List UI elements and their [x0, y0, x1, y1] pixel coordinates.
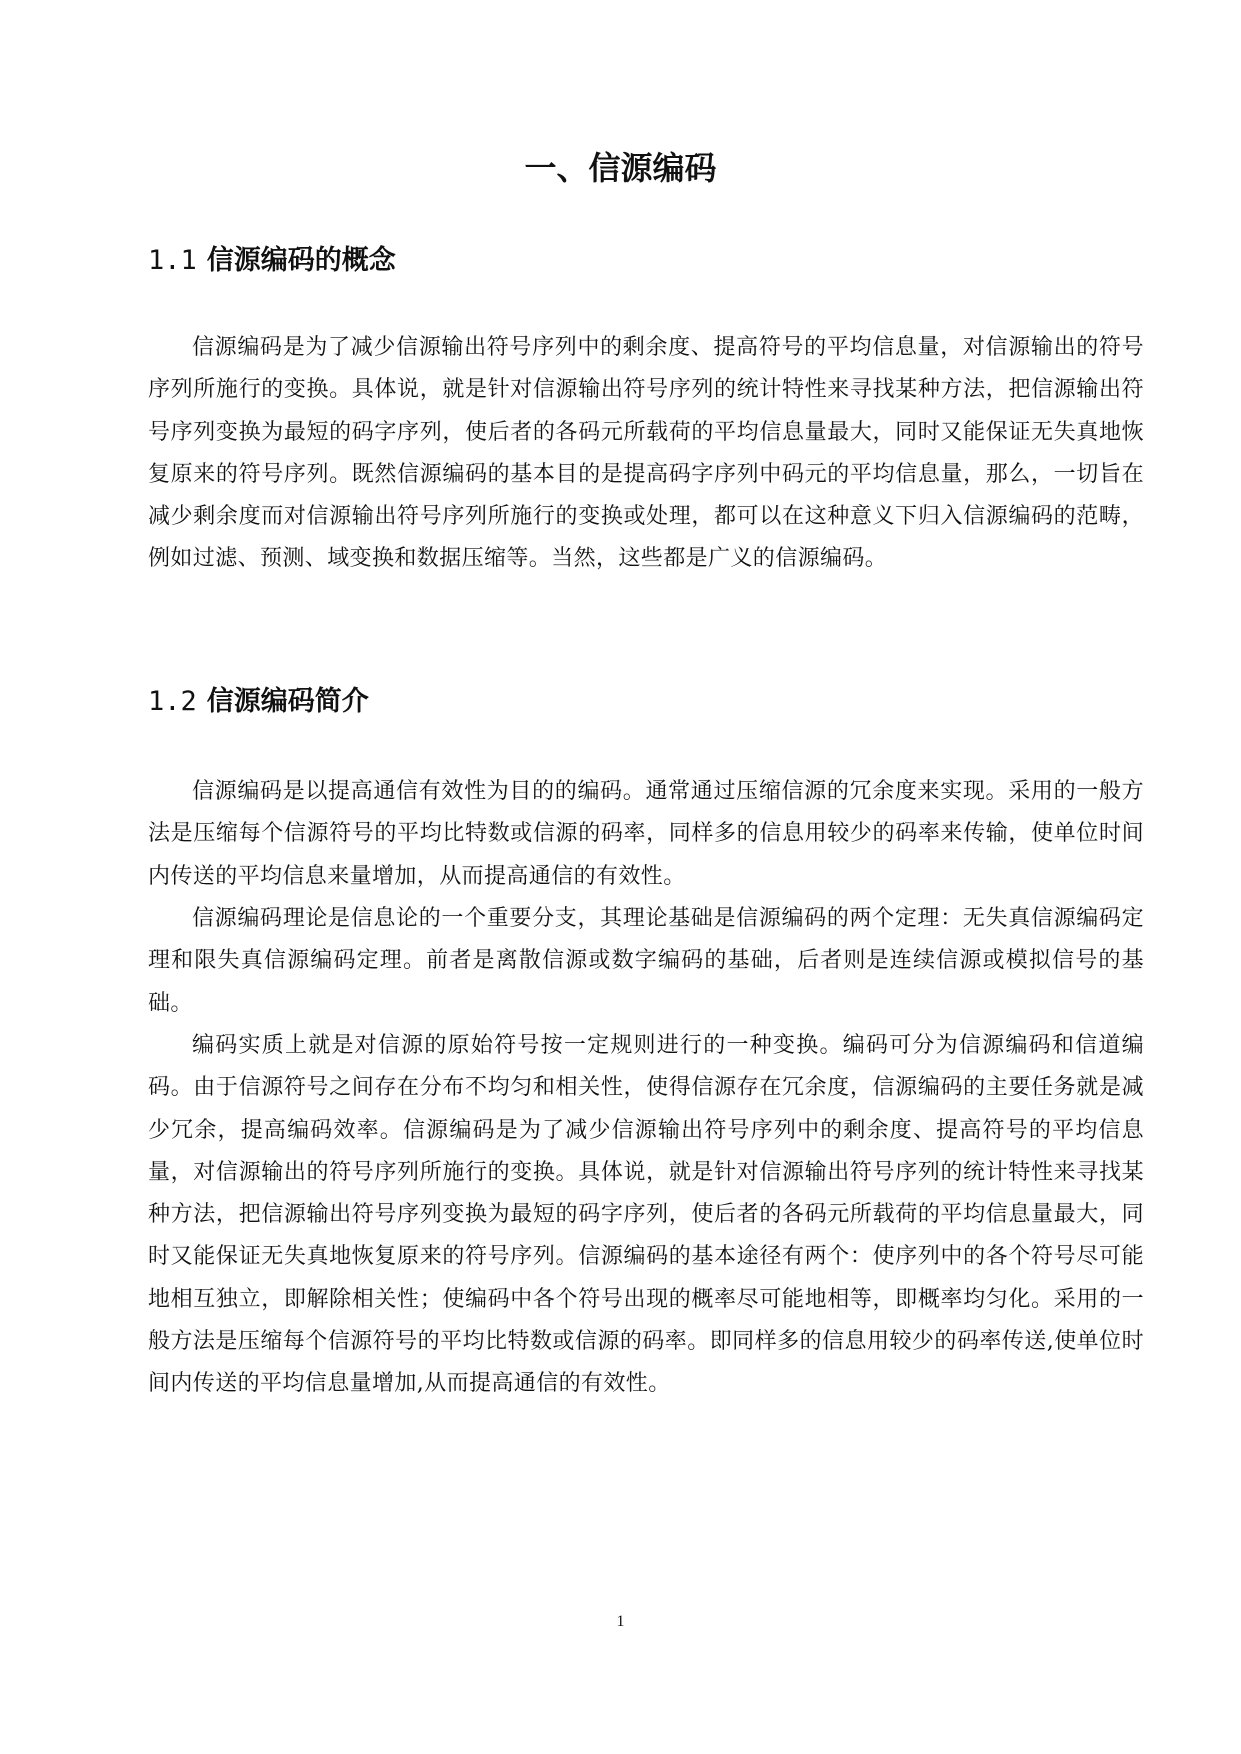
section-heading-1-2 — [148, 683, 1108, 721]
section-title: 信源编码简介 — [206, 686, 369, 717]
section-1-2-paragraph-1 — [148, 771, 1144, 898]
section-title: 信源编码的概念 — [206, 245, 396, 276]
section-number: 1.2 — [148, 686, 197, 717]
section-1-2-paragraph-2 — [148, 898, 1144, 1025]
section-heading-1-1 — [148, 242, 1108, 280]
page-number: 1 — [616, 1613, 625, 1630]
section-number: 1.1 — [148, 245, 197, 276]
paragraph: 信源编码理论是信息论的一个重要分支，其理论基础是信源编码的两个定理：无失真信源编码定理和限失真信源编码定理。前者是离散信源或数字编码的基础，后者则是连续信源或模拟信号的基础。 — [148, 906, 1144, 1016]
paragraph: 信源编码是为了减少信源输出符号序列中的剩余度、提高符号的平均信息量，对信源输出的符号序列所施行的变换。具体说，就是针对信源输出符号序列的统计特性来寻找某种方法，把信源输出符号序列变换为最短的码字序列，使后者的各码元所载荷的平均信息量最大，同时又能保证无失真地恢复原来的符号序列。既然信源编码的基本目的是提高码字序列中码元的平均信息量，那么，一切旨在减少剩余度而对信源输出符号序列所施行的变换或处理，都可以在这种意义下归入信源编码的范畴，例如过滤、预测、域变换和数据压缩等。当然，这些都是广义的信源编码。 — [148, 335, 1144, 572]
paragraph: 信源编码是以提高通信有效性为目的的编码。通常通过压缩信源的冗余度来实现。采用的一般方法是压缩每个信源符号的平均比特数或信源的码率，同样多的信息用较少的码率来传输，使单位时间内传送的平均信息来量增加，从而提高通信的有效性。 — [148, 779, 1144, 889]
section-1-1-body — [148, 327, 1144, 581]
section-1-2-paragraph-3 — [148, 1025, 1144, 1406]
chapter-title: 一、信源编码 — [524, 149, 717, 187]
paragraph: 编码实质上就是对信源的原始符号按一定规则进行的一种变换。编码可分为信源编码和信道编码。由于信源符号之间存在分布不均匀和相关性，使得信源存在冗余度，信源编码的主要任务就是减少冗余，提高编码效率。信源编码是为了减少信源输出符号序列中的剩余度、提高符号的平均信息量，对信源输出的符号序列所施行的变换。具体说，就是针对信源输出符号序列的统计特性来寻找某种方法，把信源输出符号序列变换为最短的码字序列，使后者的各码元所载荷的平均信息量最大，同时又能保证无失真地恢复原来的符号序列。信源编码的基本途径有两个：使序列中的各个符号尽可能地相互独立，即解除相关性；使编码中各个符号出现的概率尽可能地相等，即概率均匀化。采用的一般方法是压缩每个信源符号的平均比特数或信源的码率。即同样多的信息用较少的码率传送,使单位时间内传送的平均信息量增加,从而提高通信的有效性。 — [148, 1033, 1144, 1397]
